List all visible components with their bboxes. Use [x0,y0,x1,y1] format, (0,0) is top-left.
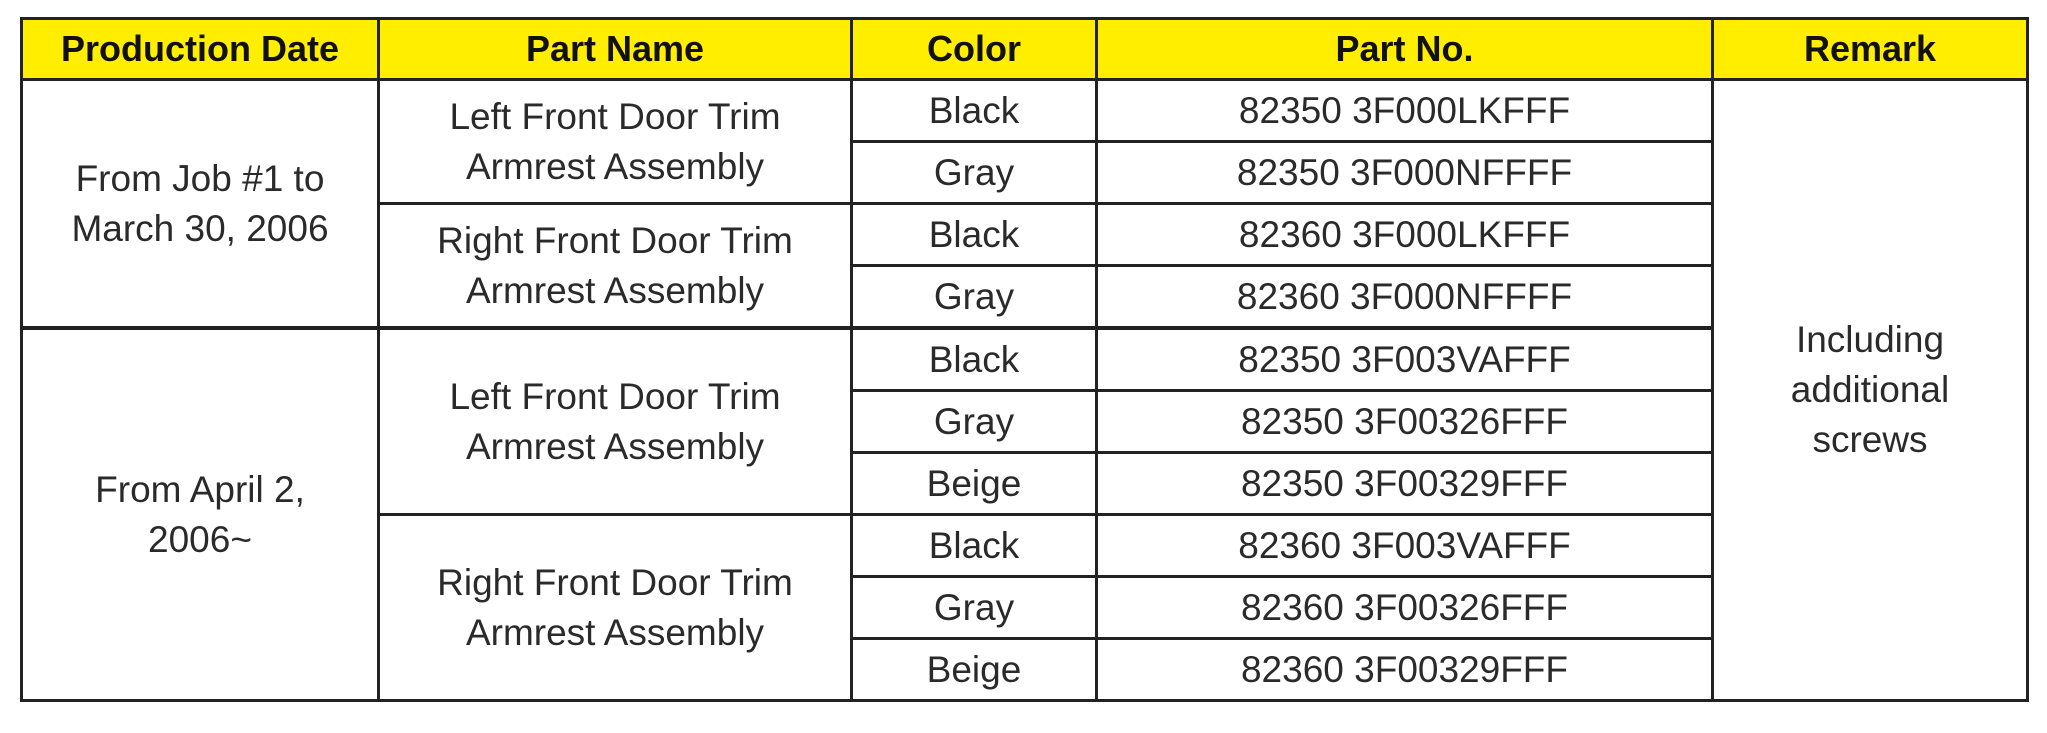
part-no-cell: 82360 3F000NFFFF [1097,266,1713,329]
part-no-cell: 82360 3F000LKFFF [1097,204,1713,266]
header-row [22,19,2028,80]
part-name-cell [379,204,852,329]
part-name-line: Armrest Assembly [465,145,765,187]
part-no-cell: 82360 3F00326FFF [1097,577,1713,639]
color-cell: Black [852,328,1097,391]
part-name-line: Right Front Door Trim [437,219,793,261]
header-part-name: Part Name [379,19,852,80]
header-color: Color [852,19,1097,80]
table-row [22,80,2028,142]
production-date-line: From April 2, [95,468,305,510]
part-name-cell [379,515,852,701]
parts-table-container [20,17,2029,702]
part-no-cell: 82360 3F00329FFF [1097,639,1713,701]
part-name-line: Armrest Assembly [465,611,765,653]
production-date-line: 2006~ [148,518,252,560]
header-remark: Remark [1713,19,2028,80]
color-cell: Gray [852,391,1097,453]
part-no-cell: 82350 3F000LKFFF [1097,80,1713,142]
part-name-line: Right Front Door Trim [437,561,793,603]
part-name-line: Left Front Door Trim [449,95,781,137]
color-cell: Gray [852,266,1097,329]
color-cell: Beige [852,639,1097,701]
remark-line: additional [1790,369,1950,410]
remark-cell [1713,80,2028,701]
remark-line: Including [1795,319,1945,360]
production-date-cell [22,80,379,329]
color-cell: Black [852,80,1097,142]
part-no-cell: 82350 3F00329FFF [1097,453,1713,515]
part-name-line: Left Front Door Trim [449,375,781,417]
parts-table [20,17,2029,702]
color-cell: Black [852,515,1097,577]
color-cell: Gray [852,142,1097,204]
part-no-cell: 82350 3F000NFFFF [1097,142,1713,204]
part-name-line: Armrest Assembly [465,269,765,311]
part-no-cell: 82350 3F00326FFF [1097,391,1713,453]
production-date-cell [22,328,379,701]
color-cell: Beige [852,453,1097,515]
part-name-line: Armrest Assembly [465,425,765,467]
part-no-cell: 82360 3F003VAFFF [1097,515,1713,577]
header-part-no: Part No. [1097,19,1713,80]
header-production-date: Production Date [22,19,379,80]
production-date-line: March 30, 2006 [71,207,329,249]
remark-line: screws [1812,419,1928,460]
color-cell: Gray [852,577,1097,639]
part-name-cell [379,328,852,515]
production-date-line: From Job #1 to [75,157,325,199]
color-cell: Black [852,204,1097,266]
part-no-cell: 82350 3F003VAFFF [1097,328,1713,391]
part-name-cell [379,80,852,204]
